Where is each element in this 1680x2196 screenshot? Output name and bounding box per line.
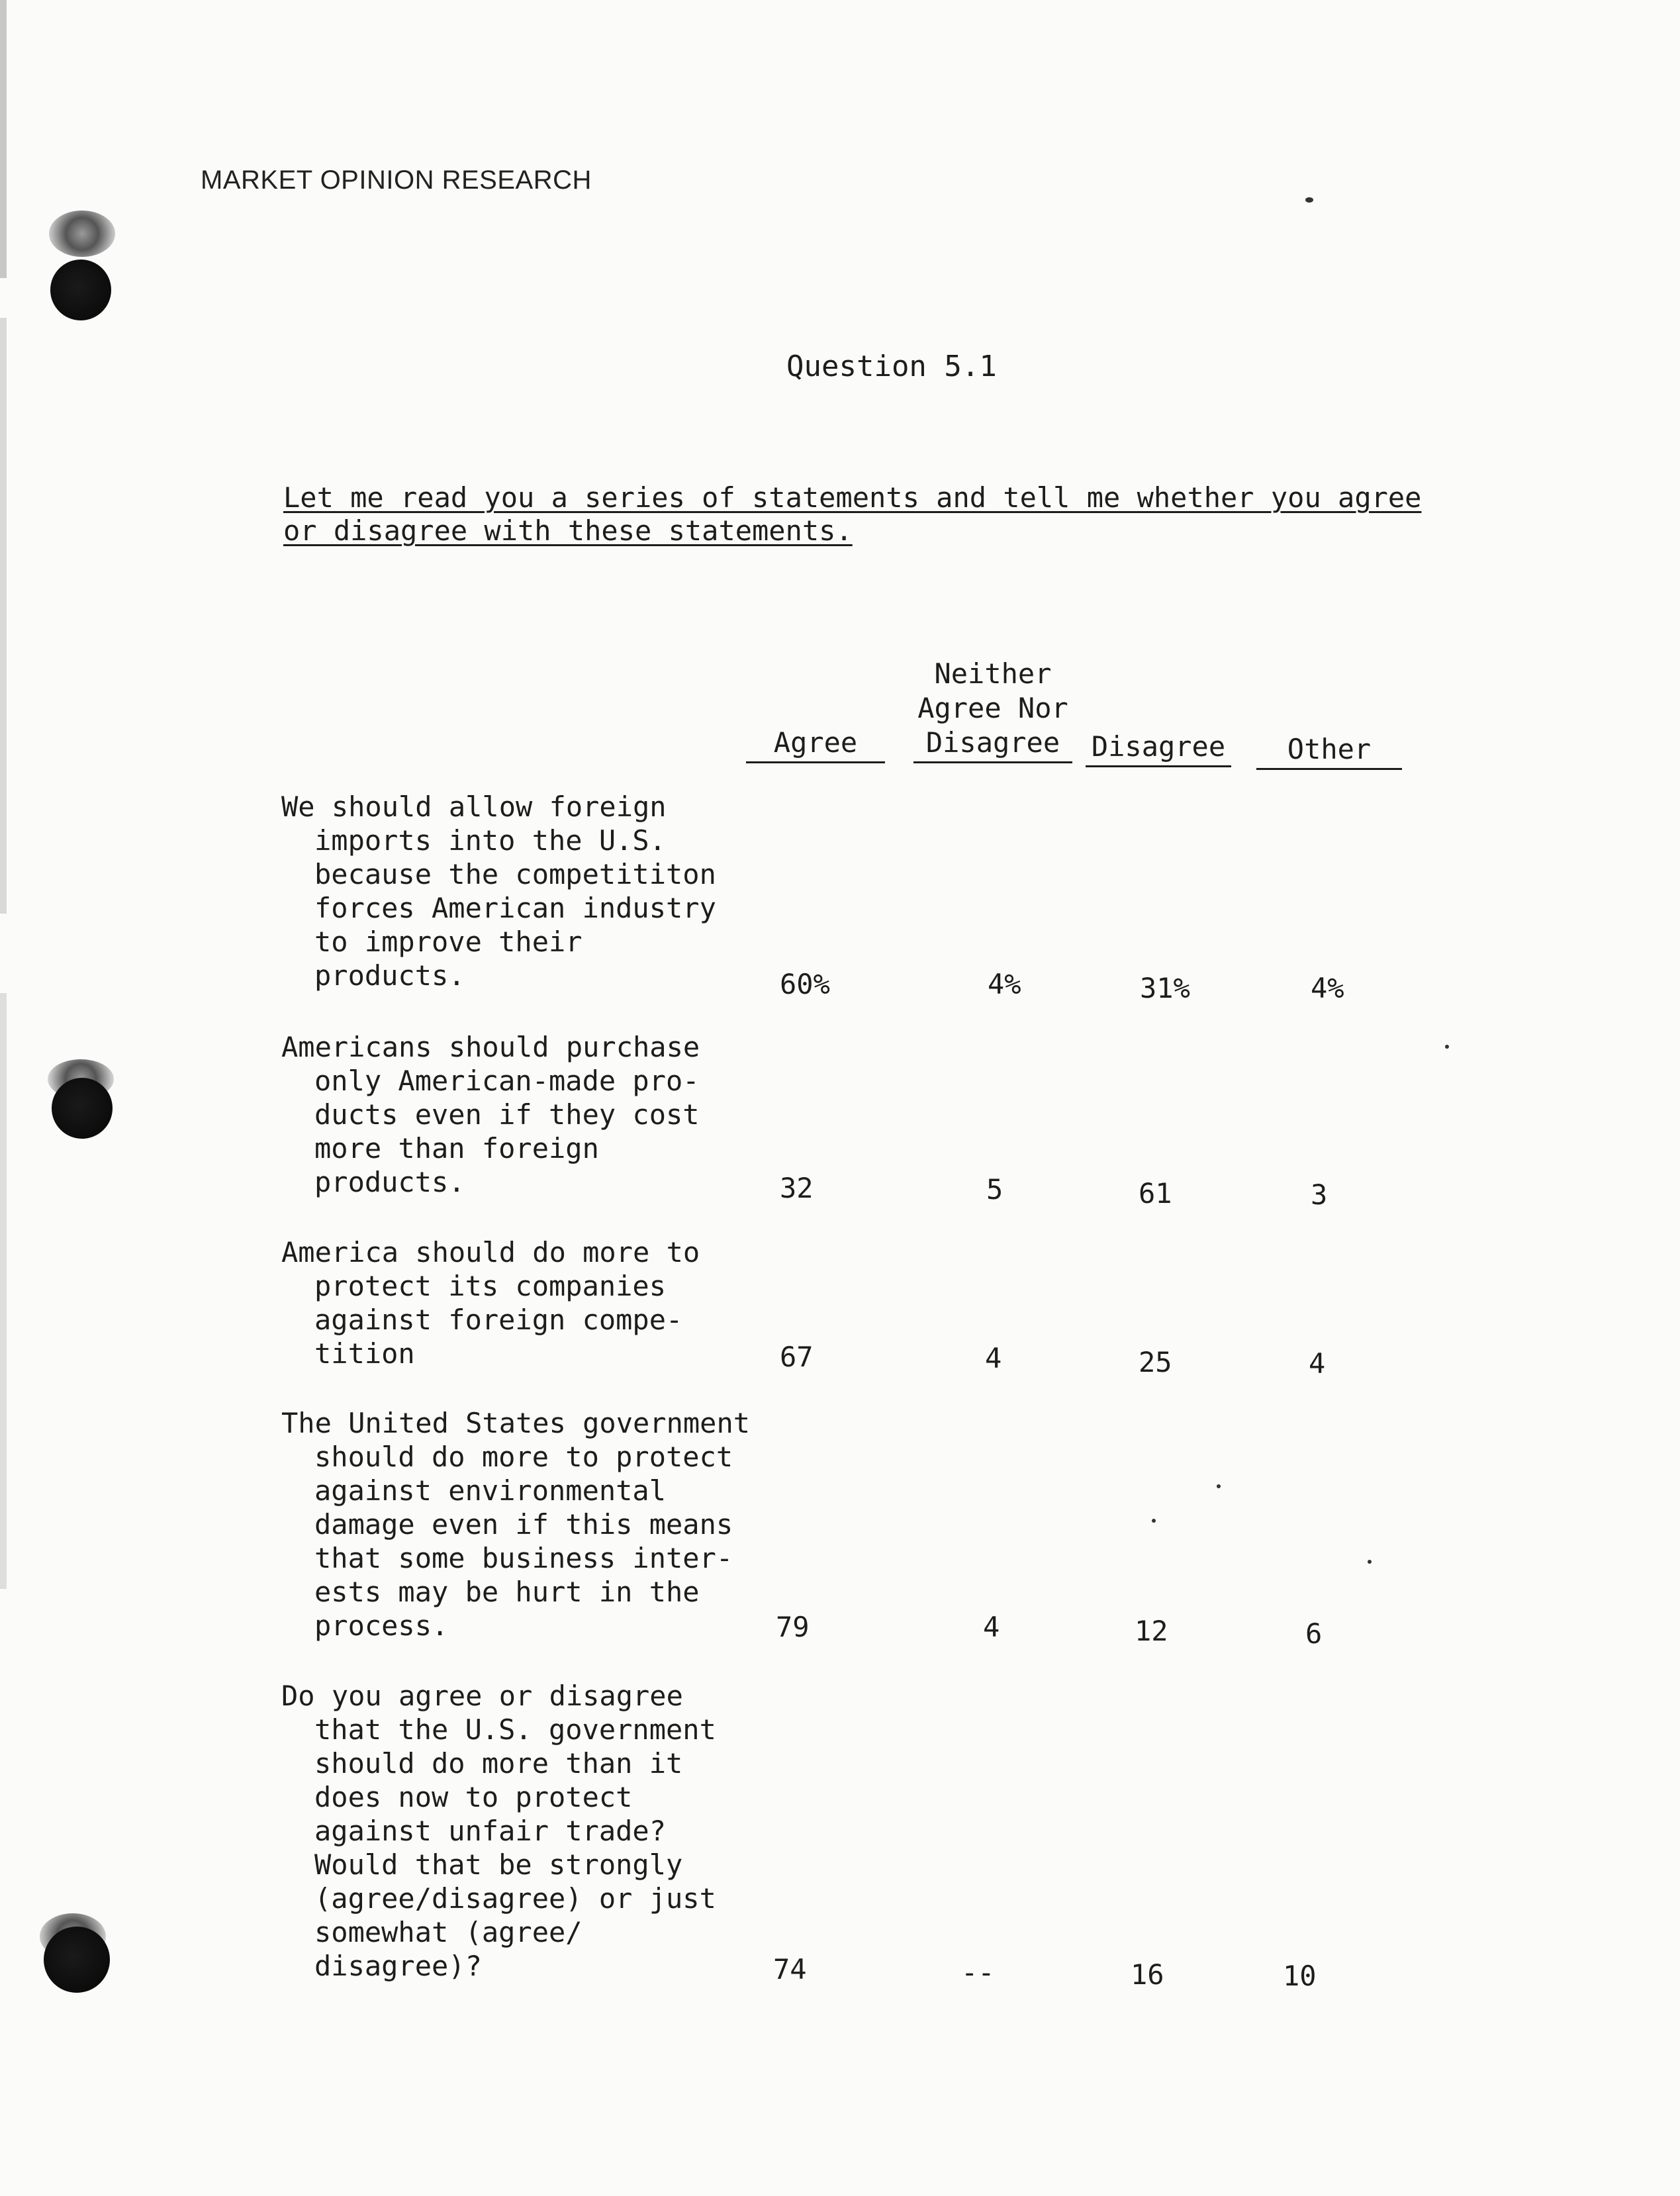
row-4-other: 6 [1305, 1617, 1323, 1650]
statement-4: The United States government should do more to protect against environmental damage even if this means that some business inter- ests may be hurt in the process. [281, 1407, 751, 1642]
row-5-agree: 74 [773, 1953, 807, 1985]
punch-hole [50, 260, 111, 320]
column-header-agree: Agree [746, 726, 885, 763]
punch-hole-speckle [49, 211, 115, 257]
row-3-disagree: 25 [1139, 1346, 1172, 1378]
scan-speck [1445, 1045, 1449, 1049]
row-3-agree: 67 [780, 1341, 814, 1373]
scan-edge-mark [0, 318, 7, 914]
row-2-neither: 5 [986, 1173, 1003, 1206]
row-4-disagree: 12 [1135, 1615, 1168, 1647]
statement-3: America should do more to protect its companies against foreign compe- tition [281, 1236, 700, 1370]
column-header-other: Other [1256, 732, 1402, 770]
row-4-neither: 4 [983, 1611, 1000, 1643]
question-title: Question 5.1 [786, 350, 997, 383]
row-4-agree: 79 [776, 1611, 810, 1643]
row-5-other: 10 [1283, 1960, 1317, 1992]
scan-speck [1217, 1484, 1221, 1488]
scan-speck [1368, 1560, 1372, 1564]
scan-speck [1152, 1519, 1156, 1523]
row-3-other: 4 [1309, 1347, 1326, 1380]
row-1-other: 4% [1311, 972, 1344, 1004]
punch-hole [52, 1078, 113, 1139]
row-1-disagree: 31% [1140, 972, 1190, 1004]
column-header-neither: Neither Agree Nor Disagree [913, 657, 1072, 763]
row-2-disagree: 61 [1139, 1177, 1172, 1210]
scan-edge-mark [0, 0, 7, 278]
company-name: MARKET OPINION RESEARCH [201, 166, 592, 195]
statement-5: Do you agree or disagree that the U.S. government should do more than it does now to protect against unfair trade? Would that be strongly (agree/disagree) or just somewhat (agree/ disagree)? [281, 1680, 716, 1982]
punch-hole [44, 1927, 110, 1993]
row-3-neither: 4 [985, 1342, 1002, 1374]
intro-line-2: or disagree with these statements. [283, 514, 853, 547]
question-intro [283, 481, 1495, 548]
row-2-agree: 32 [780, 1172, 814, 1204]
row-2-other: 3 [1311, 1178, 1328, 1211]
row-1-neither: 4% [988, 968, 1021, 1000]
column-header-disagree: Disagree [1086, 730, 1231, 767]
scan-edge-mark [0, 993, 7, 1589]
row-1-agree: 60% [780, 968, 830, 1000]
intro-line-1: Let me read you a series of statements and tell me whether you agree [283, 481, 1422, 514]
statement-2: Americans should purchase only American-made pro- ducts even if they cost more than foreign products. [281, 1031, 700, 1198]
row-5-disagree: 16 [1131, 1958, 1164, 1991]
statement-1: We should allow foreign imports into the U.S. because the competititon forces American industry to improve their products. [281, 790, 716, 992]
scan-speck [1305, 197, 1313, 203]
row-5-neither: -- [961, 1956, 995, 1989]
